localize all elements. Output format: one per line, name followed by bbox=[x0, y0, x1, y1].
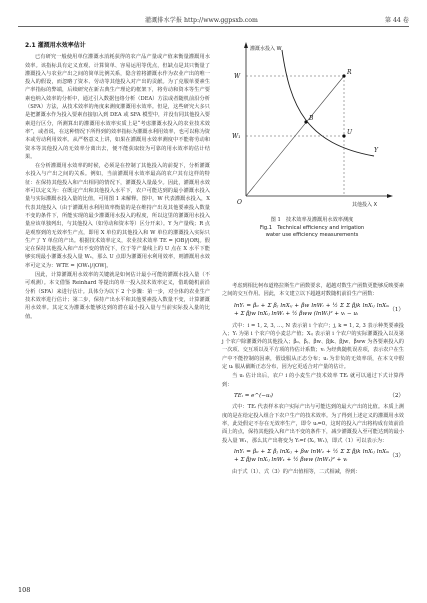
equation-3-number: （3） bbox=[389, 453, 404, 460]
point-u bbox=[342, 134, 345, 137]
equation-1-body: lnYᵢ = β₀ + Σ βⱼ lnXᵢⱼ + βw lnWᵢ + ½ Σ Σ βjk lnXᵢⱼ lnXᵢₖ + Σ βjw lnXᵢⱼ lnWᵢ + ½ βww (lnWᵢ)² + vᵢ − uᵢ bbox=[234, 302, 390, 318]
isoquant-label: Y bbox=[374, 147, 378, 154]
paragraph: 式中：TEᵢ 代表样本农户实际产出与可能达到的最大产出的比值。本质上测度的是在给定投入组合下农户生产的技术效率。为了得到上述定义的灌溉用水效率，此处假定不存在无效率生产，即令 uᵢ=0，这时的投入产出将构成有效前沿面上的点，保持其他投入和产出不变的条件下，减少灌溉投入至可能达到的最小投入量 W₁，那么其产出将变为 Yᵢ=f (Xᵢ, W₁)，即式（1）可以表示为： bbox=[222, 404, 404, 444]
equation-2-number: （2） bbox=[389, 392, 404, 399]
caption-en-1: Fig.1 Technical efficiency and irrigation bbox=[259, 224, 365, 231]
x-axis-arrow-icon bbox=[387, 194, 393, 198]
isoquant-curve bbox=[282, 50, 374, 156]
y-axis-arrow-icon bbox=[244, 42, 248, 48]
w-label: W bbox=[234, 73, 241, 80]
point-r-label: R bbox=[347, 69, 352, 76]
equation-1 bbox=[234, 302, 404, 319]
origin-label: O bbox=[237, 199, 242, 206]
caption-en-2: water use efficiency measurements bbox=[265, 232, 359, 239]
figure-caption bbox=[224, 217, 400, 240]
section-title: 2.1 灌溉用水效率估计 bbox=[25, 42, 86, 49]
point-b-label: B bbox=[309, 115, 314, 122]
equation-3-body: lnYᵢ = β₀ + Σ βⱼ lnXᵢⱼ + βw lnW₁ + ½ Σ Σ βjk lnXᵢⱼ lnXᵢₖ + Σ βjw lnXᵢⱼ lnW₁ + ½ βww (lnW₁)² + vᵢ bbox=[234, 448, 390, 464]
page-header bbox=[18, 12, 409, 27]
paragraph: 在分析灌溉用水效率的时候，必须是在控制了其他投入的前提下，分析灌溉水投入与产出之间的关系。例如，当前灌溉用水效率最高的农户其有这样的特征：在保持其他投入和产出相同的情况下，灌溉投入量最少。因此，灌溉用水效率可以定义为：在既定产出和其他投入水平下，农户可能达到的最小灌溉水投入量与实际灌溉水投入量的比值，可用图 1 来解释。图中，W 代表灌溉水投入，X 代表其他投入（由于灌溉用水利用效率衡量的是在维持产出及其他要素投入数量不变的条件下，所能实现的最少灌溉用水投入的程度，所以这里的灌溉用水投入量应该单独列出，与其他投入（如劳动和资本等）区分开来）。Y 为产量线；R 点是观察到的无效率生产点，即用 X 单位的其他投入和 W 单位的灌溉投入实际只生产了 Y 单位的产出。根据技术效率定义，农业技术效率 TE = |OB|/|OR|。假定在保持其他投入和产出不变的情况下，位于等产量线上的 U 点在 X 水平下能够实现最小灌溉水投入量 W₁，那么 U 点即为灌溉用水利用效率，则灌溉用水效率可定义为：WTE = |OW₁|/|OW|。 bbox=[25, 163, 210, 269]
w1-label: W₁ bbox=[232, 133, 241, 140]
point-r bbox=[342, 74, 345, 77]
y-axis-label: 灌溉水投入 W bbox=[250, 46, 282, 52]
equation-1-number: （1） bbox=[389, 306, 404, 313]
equation-3 bbox=[234, 448, 404, 465]
left-column bbox=[25, 42, 210, 322]
paragraph: 由于式（1）、式（3）的产出值相等，二式相减，得到： bbox=[232, 468, 361, 475]
equation-2 bbox=[234, 392, 404, 401]
caption-cn: 图 1 技术效率及灌溉用水效率测度 bbox=[270, 217, 354, 223]
x-axis-label: 其他投入 X bbox=[352, 202, 378, 208]
point-u-label: U bbox=[347, 129, 353, 136]
paragraph: 式中：i = 1, 2, 3, …, N 表示第 i 个农户；j, k = 1, 2, 3 表示种类要素投入；Yᵢ 为第 i 个农户的小麦总产值；Xᵢⱼ 表示第 i 个农户的实际灌溉投入以及第 j 个农户除灌溉外的其他投入；β₀、βⱼ、βw、βjk、βjw、βww 为各要素投入的一次项、交互项以及平方项的待估计系数；vᵢ 为经典随机误差项，表示农户在生产中不能控制的因素，假设服从正态分布；uᵢ 为非负的无效率项，在本文中假定 uᵢ 服从截断正态分布，因为它更适合对产量的估计。 bbox=[222, 322, 404, 371]
efficiency-diagram bbox=[224, 36, 400, 211]
point-b bbox=[304, 120, 307, 123]
paragraph: 因此，计算灌溉用水效率的关键就是如何估计最小可能的灌溉水投入量（不可观测）。本文借鉴 Reinhard 等提出的单一投入技术效率定义，借助随机前沿分析（SFA）来进行估计。具体分为以下 2 个步骤：第一步，对全体的农业生产技术效率进行估计；第二步，保持产出水平和其他要素投入数量不变，计算灌溉用水效率。其定义为灌溉水能够达到的潜在最小投入量与当前实际投入量的比值。 bbox=[25, 272, 210, 320]
paragraph: 当 uᵢ 估计出后，农户 i 的小麦生产技术效率 TEᵢ 就可以通过下式计算得到： bbox=[222, 373, 404, 388]
figure-1 bbox=[224, 36, 400, 211]
header-volume: 第 44 卷 bbox=[384, 17, 409, 24]
header-journal: 灌溉排水学报 http://www.ggpsxb.com bbox=[144, 17, 258, 24]
right-column bbox=[222, 282, 404, 477]
paragraph: 考虑到相比柯布道格拉斯生产函数要求，超越对数生产函数更能够反映要素之间的交互作用。因此，本文建立以下超越对数随机前沿生产函数： bbox=[222, 283, 404, 298]
paragraph: 已有研究一般使用单位灌溉水消耗获得的农产品产量或产值来衡量灌溉用水效率。该指标具有定义直观、计算简单、容易运用等优点，但缺点是其只衡量了灌溉投入与农业产出之间的简单比例关系，隐含着将灌溉水作为农业产出的唯一投入的假设，而忽略了资本、劳动等其他投入对产出的贡献。为了克服单要素生产率指标的弊端，后续研究在新古典生产理论的框架下，将劳动和资本等生产要素也纳入效率的分析中，通过引入数据包络分析（DEA）方法或者随机前沿分析（SFA）方法，从技术效率的角度来测度灌溉用水效率。但是，这些研究大多只是把灌溉水作为投入要素直接加入到 DEA 或 SFA 模型中，并没有同其他投入要素进行区分，所测算出的灌溉用水效率实质上是“考虑灌溉水投入的农业技术效率”，或者说，在这种情况下所得到的效率指标为灌溉水利用效率，也可以称为资本或劳动利用效率。从严格意义上讲，如果在灌溉用水效率测度中不能将劳动和资本等其他投入的无效率分离出去，便不能获取较为可靠的用水效率的估计结果。 bbox=[25, 54, 210, 160]
equation-2-body: TEᵢ = e^(−uᵢ) bbox=[234, 392, 273, 399]
page-number: 108 bbox=[18, 586, 31, 594]
